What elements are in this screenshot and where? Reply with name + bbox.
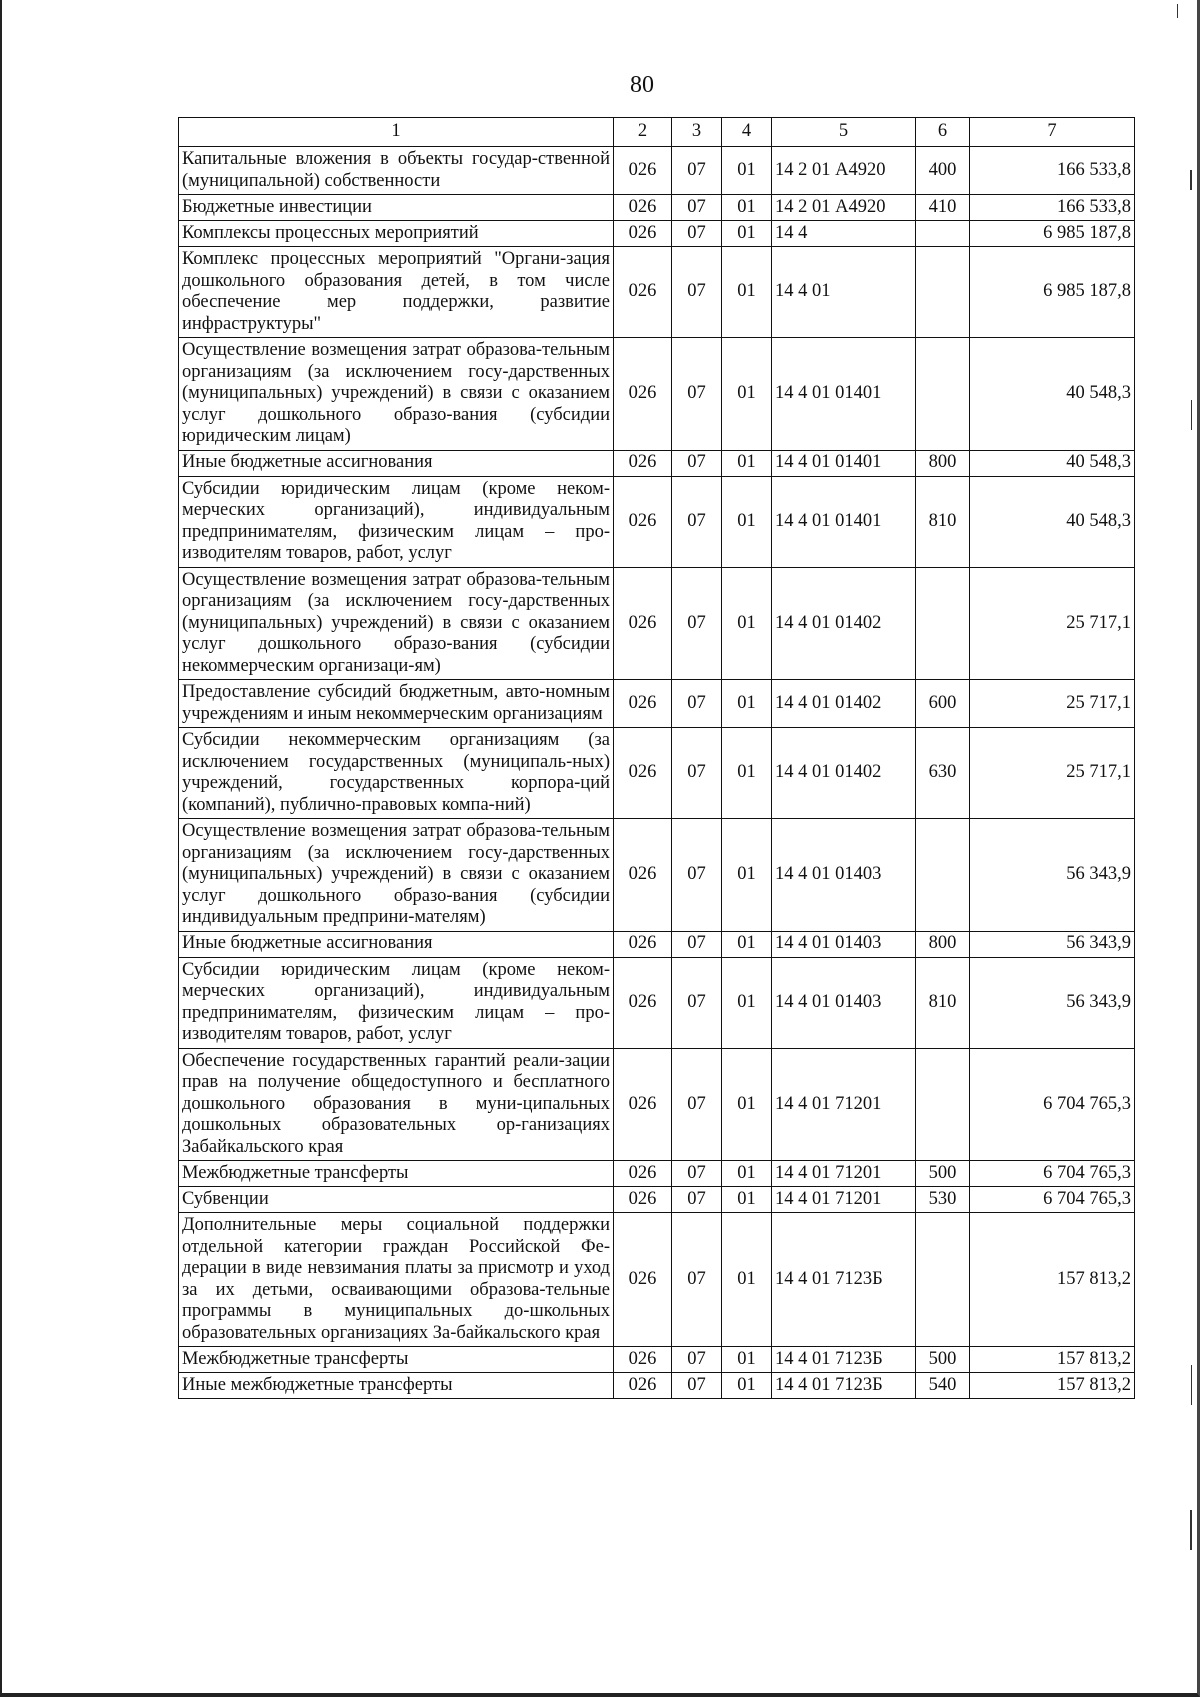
row-section-cell: 07 xyxy=(672,567,722,680)
row-name-cell: Дополнительные меры социальной поддержки отдельной категории граждан Российской Фе-дерации в виде невзимания платы за присмотр и уход за их детьми, осваивающими образова-тельные программы в муниципальных до-школьных образовательных организациях За-байкальского края xyxy=(179,1213,614,1347)
table-row xyxy=(179,147,1135,195)
row-section-cell: 07 xyxy=(672,195,722,221)
row-amount-cell: 157 813,2 xyxy=(970,1213,1135,1347)
row-name-cell: Иные бюджетные ассигнования xyxy=(179,450,614,476)
row-section-cell: 07 xyxy=(672,1161,722,1187)
table-row xyxy=(179,1048,1135,1161)
row-subsection-cell: 01 xyxy=(722,147,772,195)
row-name-cell: Иные межбюджетные трансферты xyxy=(179,1373,614,1399)
row-code-2-cell: 026 xyxy=(614,195,672,221)
table-row xyxy=(179,247,1135,338)
row-name-cell: Комплексы процессных мероприятий xyxy=(179,221,614,247)
row-expense-type-cell: 630 xyxy=(916,728,970,819)
row-section-cell: 07 xyxy=(672,1213,722,1347)
row-expense-type-cell xyxy=(916,338,970,451)
table-body xyxy=(179,147,1135,1399)
row-code-2-cell: 026 xyxy=(614,1187,672,1213)
row-name-cell: Субсидии юридическим лицам (кроме неком-мерческих организаций), индивидуальным предпринимателям, физическим лицам – про-изводителям товаров, работ, услуг xyxy=(179,476,614,567)
table-header-row xyxy=(179,118,1135,147)
row-section-cell: 07 xyxy=(672,1373,722,1399)
table-row xyxy=(179,1373,1135,1399)
row-amount-cell: 40 548,3 xyxy=(970,476,1135,567)
row-expense-type-cell: 800 xyxy=(916,450,970,476)
row-code-2-cell: 026 xyxy=(614,957,672,1048)
row-code-2-cell: 026 xyxy=(614,476,672,567)
row-target-item-cell: 14 4 01 01403 xyxy=(772,819,916,932)
row-code-2-cell: 026 xyxy=(614,338,672,451)
row-target-item-cell: 14 4 01 7123Б xyxy=(772,1373,916,1399)
row-target-item-cell: 14 4 01 01402 xyxy=(772,728,916,819)
column-header: 6 xyxy=(916,118,970,147)
row-amount-cell: 166 533,8 xyxy=(970,147,1135,195)
column-header: 3 xyxy=(672,118,722,147)
row-name-cell: Предоставление субсидий бюджетным, авто-номным учреждениям и иным некоммерческим организациям xyxy=(179,680,614,728)
row-amount-cell: 25 717,1 xyxy=(970,680,1135,728)
row-section-cell: 07 xyxy=(672,819,722,932)
row-code-2-cell: 026 xyxy=(614,1048,672,1161)
row-subsection-cell: 01 xyxy=(722,931,772,957)
row-subsection-cell: 01 xyxy=(722,1213,772,1347)
row-expense-type-cell xyxy=(916,247,970,338)
row-section-cell: 07 xyxy=(672,1347,722,1373)
margin-mark xyxy=(1191,400,1192,430)
row-target-item-cell: 14 4 01 01403 xyxy=(772,957,916,1048)
row-subsection-cell: 01 xyxy=(722,957,772,1048)
row-subsection-cell: 01 xyxy=(722,338,772,451)
row-amount-cell: 25 717,1 xyxy=(970,567,1135,680)
row-code-2-cell: 026 xyxy=(614,1347,672,1373)
column-header: 4 xyxy=(722,118,772,147)
row-code-2-cell: 026 xyxy=(614,247,672,338)
margin-mark xyxy=(1191,1365,1192,1405)
row-section-cell: 07 xyxy=(672,338,722,451)
row-target-item-cell: 14 4 01 01402 xyxy=(772,567,916,680)
row-code-2-cell: 026 xyxy=(614,221,672,247)
column-header: 5 xyxy=(772,118,916,147)
row-expense-type-cell: 400 xyxy=(916,147,970,195)
table-row xyxy=(179,819,1135,932)
table-row xyxy=(179,450,1135,476)
row-section-cell: 07 xyxy=(672,1048,722,1161)
column-header: 7 xyxy=(970,118,1135,147)
table-row xyxy=(179,957,1135,1048)
row-code-2-cell: 026 xyxy=(614,728,672,819)
table-row xyxy=(179,680,1135,728)
row-section-cell: 07 xyxy=(672,221,722,247)
row-subsection-cell: 01 xyxy=(722,450,772,476)
row-target-item-cell: 14 4 01 7123Б xyxy=(772,1213,916,1347)
margin-mark xyxy=(1177,4,1178,18)
row-target-item-cell: 14 4 01 xyxy=(772,247,916,338)
row-code-2-cell: 026 xyxy=(614,450,672,476)
row-name-cell: Капитальные вложения в объекты государ-ственной (муниципальной) собственности xyxy=(179,147,614,195)
row-code-2-cell: 026 xyxy=(614,680,672,728)
table-row xyxy=(179,1347,1135,1373)
row-amount-cell: 25 717,1 xyxy=(970,728,1135,819)
row-expense-type-cell xyxy=(916,1213,970,1347)
row-section-cell: 07 xyxy=(672,476,722,567)
row-expense-type-cell: 800 xyxy=(916,931,970,957)
row-section-cell: 07 xyxy=(672,247,722,338)
table-row xyxy=(179,221,1135,247)
row-subsection-cell: 01 xyxy=(722,221,772,247)
row-amount-cell: 56 343,9 xyxy=(970,957,1135,1048)
row-expense-type-cell: 540 xyxy=(916,1373,970,1399)
row-section-cell: 07 xyxy=(672,728,722,819)
row-name-cell: Осуществление возмещения затрат образова-тельным организациям (за исключением госу-дарственных (муниципальных) учреждений) в связи с оказанием услуг дошкольного образо-вания (субсидии юридическим лицам) xyxy=(179,338,614,451)
row-code-2-cell: 026 xyxy=(614,1161,672,1187)
row-expense-type-cell: 810 xyxy=(916,476,970,567)
row-name-cell: Бюджетные инвестиции xyxy=(179,195,614,221)
row-amount-cell: 6 985 187,8 xyxy=(970,247,1135,338)
row-code-2-cell: 026 xyxy=(614,931,672,957)
row-expense-type-cell: 500 xyxy=(916,1347,970,1373)
row-subsection-cell: 01 xyxy=(722,728,772,819)
row-target-item-cell: 14 4 01 01402 xyxy=(772,680,916,728)
row-section-cell: 07 xyxy=(672,680,722,728)
row-amount-cell: 6 704 765,3 xyxy=(970,1048,1135,1161)
row-subsection-cell: 01 xyxy=(722,1048,772,1161)
table-row xyxy=(179,338,1135,451)
row-expense-type-cell: 810 xyxy=(916,957,970,1048)
row-subsection-cell: 01 xyxy=(722,680,772,728)
row-subsection-cell: 01 xyxy=(722,819,772,932)
row-target-item-cell: 14 4 01 71201 xyxy=(772,1161,916,1187)
row-name-cell: Межбюджетные трансферты xyxy=(179,1161,614,1187)
row-amount-cell: 6 985 187,8 xyxy=(970,221,1135,247)
row-amount-cell: 157 813,2 xyxy=(970,1373,1135,1399)
row-expense-type-cell xyxy=(916,567,970,680)
table-row xyxy=(179,567,1135,680)
row-target-item-cell: 14 4 01 7123Б xyxy=(772,1347,916,1373)
table-row xyxy=(179,931,1135,957)
row-subsection-cell: 01 xyxy=(722,1347,772,1373)
row-target-item-cell: 14 4 01 01401 xyxy=(772,338,916,451)
row-name-cell: Субвенции xyxy=(179,1187,614,1213)
row-amount-cell: 40 548,3 xyxy=(970,338,1135,451)
table-row xyxy=(179,728,1135,819)
margin-mark xyxy=(1190,1510,1192,1550)
row-expense-type-cell: 530 xyxy=(916,1187,970,1213)
row-subsection-cell: 01 xyxy=(722,1161,772,1187)
row-name-cell: Иные бюджетные ассигнования xyxy=(179,931,614,957)
row-code-2-cell: 026 xyxy=(614,147,672,195)
row-expense-type-cell: 410 xyxy=(916,195,970,221)
row-code-2-cell: 026 xyxy=(614,1373,672,1399)
row-expense-type-cell: 500 xyxy=(916,1161,970,1187)
table-row xyxy=(179,1213,1135,1347)
row-subsection-cell: 01 xyxy=(722,567,772,680)
column-header: 2 xyxy=(614,118,672,147)
row-name-cell: Межбюджетные трансферты xyxy=(179,1347,614,1373)
row-code-2-cell: 026 xyxy=(614,1213,672,1347)
row-target-item-cell: 14 4 01 01401 xyxy=(772,476,916,567)
row-amount-cell: 56 343,9 xyxy=(970,819,1135,932)
row-section-cell: 07 xyxy=(672,450,722,476)
row-target-item-cell: 14 2 01 А4920 xyxy=(772,195,916,221)
row-amount-cell: 6 704 765,3 xyxy=(970,1187,1135,1213)
row-subsection-cell: 01 xyxy=(722,195,772,221)
table-row xyxy=(179,476,1135,567)
row-section-cell: 07 xyxy=(672,147,722,195)
row-target-item-cell: 14 4 01 01403 xyxy=(772,931,916,957)
row-name-cell: Субсидии юридическим лицам (кроме неком-мерческих организаций), индивидуальным предпринимателям, физическим лицам – про-изводителям товаров, работ, услуг xyxy=(179,957,614,1048)
row-amount-cell: 40 548,3 xyxy=(970,450,1135,476)
row-section-cell: 07 xyxy=(672,957,722,1048)
row-expense-type-cell xyxy=(916,221,970,247)
row-subsection-cell: 01 xyxy=(722,1187,772,1213)
row-subsection-cell: 01 xyxy=(722,1373,772,1399)
row-target-item-cell: 14 2 01 А4920 xyxy=(772,147,916,195)
row-name-cell: Осуществление возмещения затрат образова-тельным организациям (за исключением госу-дарственных (муниципальных) учреждений) в связи с оказанием услуг дошкольного образо-вания (субсидии некоммерческим организаци-ям) xyxy=(179,567,614,680)
row-subsection-cell: 01 xyxy=(722,247,772,338)
row-target-item-cell: 14 4 xyxy=(772,221,916,247)
row-target-item-cell: 14 4 01 01401 xyxy=(772,450,916,476)
row-name-cell: Обеспечение государственных гарантий реали-зации прав на получение общедоступного и бесплатного дошкольного образования в муни-ципальных дошкольных образовательных ор-ганизациях Забайкальского края xyxy=(179,1048,614,1161)
column-header: 1 xyxy=(179,118,614,147)
row-amount-cell: 6 704 765,3 xyxy=(970,1161,1135,1187)
table-row xyxy=(179,195,1135,221)
row-subsection-cell: 01 xyxy=(722,476,772,567)
row-expense-type-cell xyxy=(916,1048,970,1161)
row-expense-type-cell xyxy=(916,819,970,932)
page-number: 80 xyxy=(630,72,654,98)
row-amount-cell: 166 533,8 xyxy=(970,195,1135,221)
row-name-cell: Субсидии некоммерческим организациям (за исключением государственных (муниципаль-ных) учреждений, государственных корпора-ций (компаний), публично-правовых компа-ний) xyxy=(179,728,614,819)
row-expense-type-cell: 600 xyxy=(916,680,970,728)
row-section-cell: 07 xyxy=(672,931,722,957)
row-name-cell: Осуществление возмещения затрат образова-тельным организациям (за исключением госу-дарственных (муниципальных) учреждений) в связи с оказанием услуг дошкольного образо-вания (субсидии индивидуальным предприни-мателям) xyxy=(179,819,614,932)
row-code-2-cell: 026 xyxy=(614,819,672,932)
budget-table xyxy=(178,117,1135,1399)
margin-mark xyxy=(1190,170,1192,190)
table-row xyxy=(179,1187,1135,1213)
row-section-cell: 07 xyxy=(672,1187,722,1213)
row-code-2-cell: 026 xyxy=(614,567,672,680)
table-row xyxy=(179,1161,1135,1187)
row-target-item-cell: 14 4 01 71201 xyxy=(772,1187,916,1213)
row-amount-cell: 157 813,2 xyxy=(970,1347,1135,1373)
row-amount-cell: 56 343,9 xyxy=(970,931,1135,957)
row-name-cell: Комплекс процессных мероприятий "Органи-зация дошкольного образования детей, в том числе обеспечение мер поддержки, развитие инфраструктуры" xyxy=(179,247,614,338)
row-target-item-cell: 14 4 01 71201 xyxy=(772,1048,916,1161)
